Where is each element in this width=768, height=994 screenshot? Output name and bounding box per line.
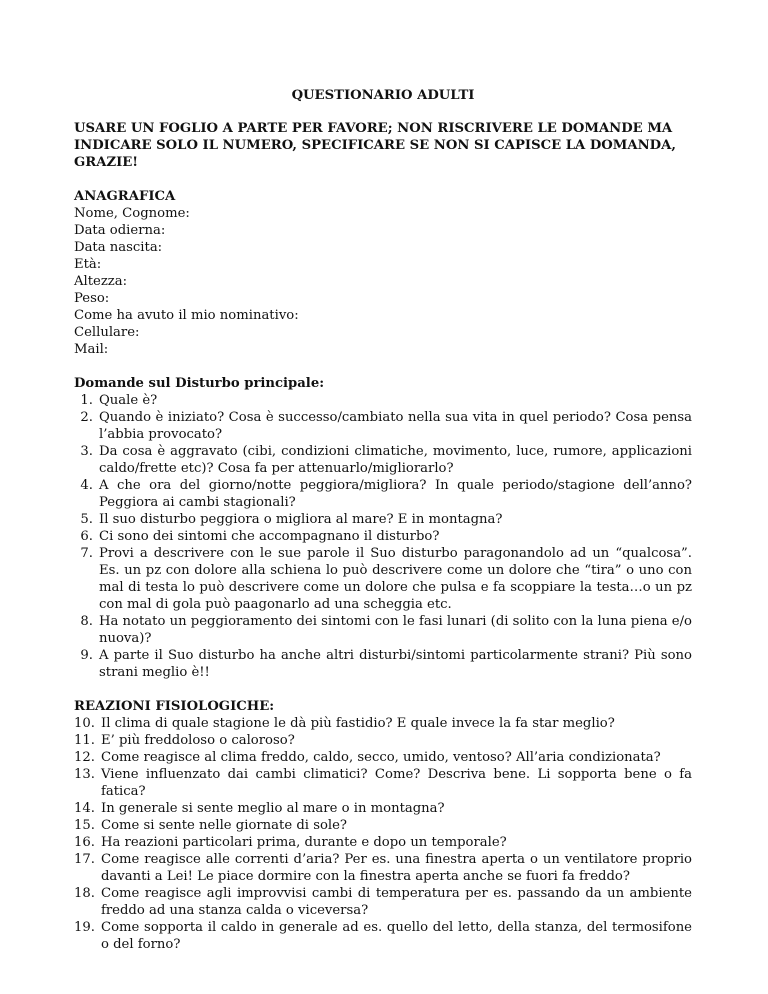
field-nome-cognome: Nome, Cognome: (74, 206, 190, 221)
question-item (74, 477, 692, 511)
field-peso: Peso: (74, 291, 110, 306)
question-number: 1. (80, 393, 93, 408)
question-text: Provi a descrivere con le sue parole il Suo disturbo paragonandolo ad un “qualcosa”. Es. un pz con dolore alla schiena lo può descrivere come un dolore che “tira” o uno con mal di testa lo può descrivere come un dolore che pulsa e fa scoppiare la testa…o un pz con mal di gola può paagonarlo ad una scheggia etc. (99, 546, 692, 612)
question-text: Come sopporta il caldo in generale ad es. quello del letto, della stanza, del termosifone o del forno? (100, 920, 692, 952)
question-number: 16. (74, 835, 95, 850)
question-number: 17. (74, 852, 95, 867)
question-number: 13. (74, 767, 95, 782)
question-item (74, 885, 692, 919)
section-heading-reazioni: REAZIONI FISIOLOGICHE: (74, 699, 275, 714)
question-text: Ha reazioni particolari prima, durante e dopo un temporale? (100, 835, 507, 850)
question-text: Come reagisce agli improvvisi cambi di temperatura per es. passando da un ambiente freddo ad una stanza calda o viceversa? (100, 886, 692, 918)
question-text: In generale si sente meglio al mare o in montagna? (100, 801, 445, 816)
question-text: Ha notato un peggioramento dei sintomi con le fasi lunari (di solito con la luna piena e/o nuova)? (99, 614, 692, 646)
question-item (74, 919, 692, 953)
question-text: Ci sono dei sintomi che accompagnano il disturbo? (99, 529, 440, 544)
question-text: Il suo disturbo peggiora o migliora al mare? E in montagna? (99, 512, 503, 527)
question-text: Come reagisce alle correnti d’aria? Per es. una finestra aperta o un ventilatore proprio davanti a Lei! Le piace dormire con la finestra aperta anche se fuori fa freddo? (100, 852, 692, 884)
question-number: 4. (80, 478, 93, 493)
question-text: A parte il Suo disturbo ha anche altri disturbi/sintomi particolarmente strani? Più sono strani meglio è!! (99, 648, 692, 680)
field-eta: Età: (74, 257, 102, 272)
field-data-nascita: Data nascita: (74, 240, 163, 255)
question-item (74, 647, 692, 681)
question-text: Come si sente nelle giornate di sole? (100, 818, 347, 833)
question-number: 15. (74, 818, 95, 833)
question-item (74, 851, 692, 885)
question-item (74, 511, 692, 528)
question-number: 12. (74, 750, 95, 765)
field-cellulare: Cellulare: (74, 325, 140, 340)
section-heading-disturbo: Domande sul Disturbo principale: (74, 376, 325, 391)
question-number: 6. (80, 529, 93, 544)
question-item (74, 545, 692, 613)
question-number: 18. (74, 886, 95, 901)
question-item (74, 732, 692, 749)
question-number: 9. (80, 648, 93, 663)
question-item (74, 715, 692, 732)
question-text: E’ più freddoloso o caloroso? (100, 733, 295, 748)
question-text: Viene influenzato dai cambi climatici? Come? Descriva bene. Li sopporta bene o fa fatica? (100, 767, 692, 799)
field-data-odierna: Data odierna: (74, 223, 166, 238)
question-item (74, 817, 692, 834)
question-text: Da cosa è aggravato (cibi, condizioni climatiche, movimento, luce, rumore, applicazioni caldo/frette etc)? Cosa fa per attenuarlo/migliorarlo? (99, 444, 692, 476)
question-number: 14. (74, 801, 95, 816)
disturbo-section (74, 375, 692, 681)
question-text: A che ora del giorno/notte peggiora/migliora? In quale periodo/stagione dell’anno? Peggiora ai cambi stagionali? (99, 478, 692, 510)
question-list-reazioni (74, 715, 692, 953)
question-item (74, 613, 692, 647)
reazioni-section (74, 698, 692, 953)
question-number: 11. (74, 733, 95, 748)
question-number: 8. (80, 614, 93, 629)
question-item (74, 443, 692, 477)
field-mail: Mail: (74, 342, 109, 357)
question-item (74, 766, 692, 800)
question-list-disturbo (74, 392, 692, 681)
anagrafica-section (74, 188, 692, 358)
page-title: QUESTIONARIO ADULTI (291, 88, 475, 103)
question-text: Quale è? (99, 393, 158, 408)
field-nominativo: Come ha avuto il mio nominativo: (74, 308, 299, 323)
instructions: USARE UN FOGLIO A PARTE PER FAVORE; NON RISCRIVERE LE DOMANDE MA INDICARE SOLO IL NUMERO, SPECIFICARE SE NON SI CAPISCE LA DOMANDA, GRAZIE! (74, 121, 676, 170)
question-number: 3. (80, 444, 93, 459)
question-text: Quando è iniziato? Cosa è successo/cambiato nella sua vita in quel periodo? Cosa pensa l’abbia provocato? (99, 410, 692, 442)
question-number: 19. (74, 920, 95, 935)
question-item (74, 749, 692, 766)
field-altezza: Altezza: (74, 274, 128, 289)
question-text: Come reagisce al clima freddo, caldo, secco, umido, ventoso? All’aria condizionata? (100, 750, 661, 765)
question-number: 5. (80, 512, 93, 527)
section-heading-anagrafica: ANAGRAFICA (74, 189, 176, 204)
question-item (74, 392, 692, 409)
question-number: 7. (80, 546, 93, 561)
question-item (74, 528, 692, 545)
question-text: Il clima di quale stagione le dà più fastidio? E quale invece la fa star meglio? (100, 716, 615, 731)
question-item (74, 800, 692, 817)
question-item (74, 409, 692, 443)
question-item (74, 834, 692, 851)
question-number: 10. (74, 716, 95, 731)
question-number: 2. (80, 410, 93, 425)
